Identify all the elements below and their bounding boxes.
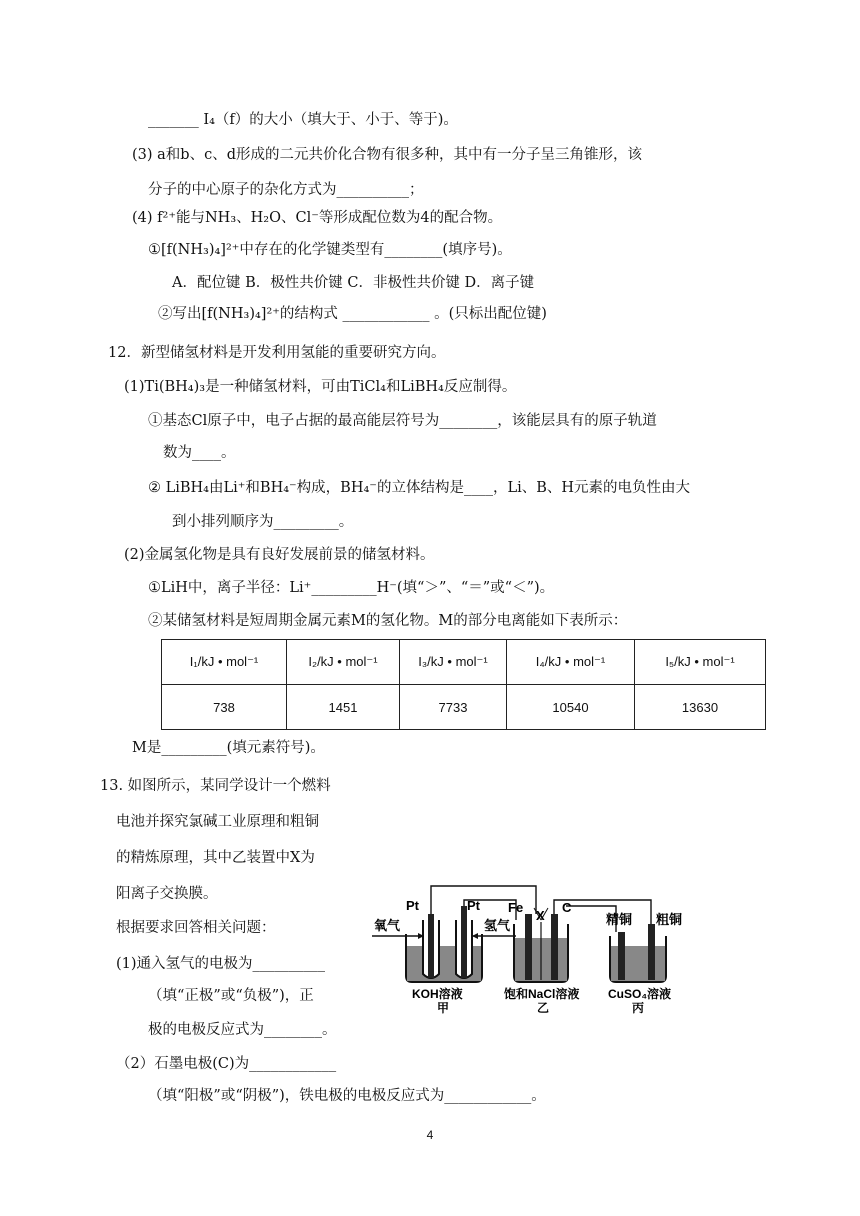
text-line: 数为____。 bbox=[163, 445, 236, 461]
table-header-row bbox=[162, 640, 766, 685]
pt-label: Pt bbox=[406, 898, 419, 913]
electrochemistry-apparatus-figure bbox=[366, 876, 706, 1014]
question-heading: 13. 如图所示，某同学设计一个燃料 bbox=[100, 778, 331, 794]
text-line: ①[f(NH₃)₄]²⁺中存在的化学键类型有________(填序号)。 bbox=[148, 242, 512, 258]
text-line: ②某储氢材料是短周期金属元素M的氢化物。M的部分电离能如下表所示： bbox=[148, 613, 628, 629]
question-heading: 12．新型储氢材料是开发利用氢能的重要研究方向。 bbox=[108, 345, 446, 361]
text-line: (1)通入氢气的电极为__________ bbox=[116, 956, 326, 972]
text-line: 到小排列顺序为_________。 bbox=[172, 514, 354, 530]
jia-label: 甲 bbox=[437, 1001, 450, 1014]
table-cell: 13630 bbox=[635, 685, 766, 730]
text-line: （填“正极”或“负极”)，正 bbox=[148, 988, 314, 1004]
text-line: 极的电极反应式为________。 bbox=[148, 1022, 337, 1038]
nacl-label: 饱和NaCl溶液 bbox=[504, 987, 580, 1001]
text-line: 根据要求回答相关问题： bbox=[116, 920, 276, 936]
table-cell: 1451 bbox=[287, 685, 400, 730]
table-header-cell: I₄/kJ • mol⁻¹ bbox=[507, 640, 635, 685]
copper-refining-bing bbox=[610, 924, 666, 982]
text-line: 电池并探究氯碱工业原理和粗铜 bbox=[116, 814, 319, 830]
table-cell: 10540 bbox=[507, 685, 635, 730]
koh-label: KOH溶液 bbox=[412, 987, 463, 1001]
text-line: ②写出[f(NH₃)₄]²⁺的结构式 ____________ 。(只标出配位键) bbox=[158, 306, 547, 322]
text-line: （2）石墨电极(C)为____________ bbox=[116, 1056, 337, 1072]
text-line: ② LiBH₄由Li⁺和BH₄⁻构成，BH₄⁻的立体结构是____，Li、B、H元素的电负性由大 bbox=[148, 480, 691, 496]
hydrogen-label: 氢气 bbox=[484, 918, 511, 933]
table-header-cell: I₃/kJ • mol⁻¹ bbox=[400, 640, 507, 685]
page-number: 4 bbox=[426, 1128, 434, 1142]
ionization-energy-table bbox=[161, 639, 766, 730]
carbon-label: C bbox=[562, 900, 572, 915]
text-line: ①基态Cl原子中，电子占据的最高能层符号为________，该能层具有的原子轨道 bbox=[148, 413, 657, 429]
table-cell: 738 bbox=[162, 685, 287, 730]
table-header-cell: I₁/kJ • mol⁻¹ bbox=[162, 640, 287, 685]
answer-options: A．配位键 B．极性共价键 C．非极性共价键 D．离子键 bbox=[172, 275, 535, 291]
cuso4-label: CuSO₄溶液 bbox=[608, 987, 672, 1001]
text-line: M是_________(填元素符号)。 bbox=[132, 740, 325, 756]
table-row bbox=[162, 685, 766, 730]
pt-label: Pt bbox=[467, 898, 480, 913]
yi-label: 乙 bbox=[537, 1001, 550, 1014]
table-header-cell: I₅/kJ • mol⁻¹ bbox=[635, 640, 766, 685]
table-header-cell: I₂/kJ • mol⁻¹ bbox=[287, 640, 400, 685]
text-line: (1)Ti(BH₄)₃是一种储氢材料，可由TiCl₄和LiBH₄反应制得。 bbox=[124, 379, 517, 395]
text-line: (3) a和b、c、d形成的二元共价化合物有很多种，其中有一分子呈三角锥形，该 bbox=[132, 147, 642, 163]
text-line: (4) f²⁺能与NH₃、H₂O、Cl⁻等形成配位数为4的配合物。 bbox=[132, 210, 503, 226]
oxygen-label: 氧气 bbox=[374, 918, 401, 933]
text-line: ①LiH中，离子半径：Li⁺_________H⁻(填“＞”、“＝”或“＜”)。 bbox=[148, 580, 555, 596]
text-line: (2)金属氢化物是具有良好发展前景的储氢材料。 bbox=[124, 547, 435, 563]
pure-copper-label: 精铜 bbox=[606, 912, 633, 927]
text-line: 阳离子交换膜。 bbox=[116, 886, 218, 902]
text-line: _______ I₄（f）的大小（填大于、小于、等于)。 bbox=[148, 112, 458, 128]
bing-label: 丙 bbox=[632, 1001, 645, 1014]
crude-copper-label: 粗铜 bbox=[656, 912, 683, 927]
membrane-x-label: X bbox=[536, 908, 545, 923]
fe-label: Fe bbox=[508, 900, 524, 915]
text-line: 的精炼原理，其中乙装置中X为 bbox=[116, 850, 315, 866]
text-line: 分子的中心原子的杂化方式为__________； bbox=[148, 182, 424, 198]
table-cell: 7733 bbox=[400, 685, 507, 730]
text-line: （填“阳极”或“阴极”)，铁电极的电极反应式为____________。 bbox=[148, 1088, 546, 1104]
